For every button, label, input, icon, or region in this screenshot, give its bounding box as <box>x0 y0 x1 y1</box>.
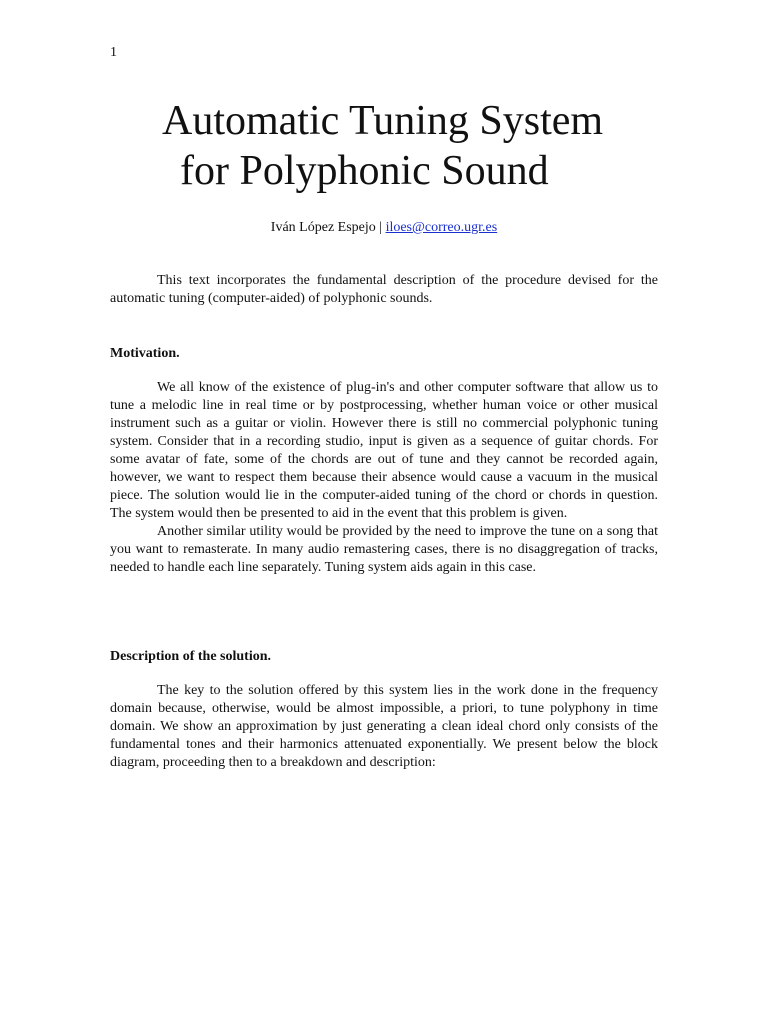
motivation-paragraph-1: We all know of the existence of plug-in's and other computer software that allow us to tune a melodic line in real time or by postprocessing, whether human voice or other musical instrument such as a guitar or violin. However there is still no commercial polyphonic tuning system. Consider that in a recording studio, input is given as a sequence of guitar chords. For some avatar of fate, some of the chords are out of tune and they cannot be recorded again, however, we want to respect them because their absence would cause a vacuum in the musical piece. The solution would lie in the computer-aided tuning of the chord or chords in question. The system would then be presented to aid in the event that this problem is given. <box>110 380 658 521</box>
author-byline <box>110 219 658 237</box>
motivation-section <box>110 379 658 577</box>
description-paragraph-1: The key to the solution offered by this system lies in the work done in the frequency domain because, otherwise, would be almost impossible, a priori, to tune polyphony in time domain. We show an approximation by just generating a clean ideal chord only consists of the fundamental tones and their harmonics attenuated exponentially. We present below the block diagram, proceeding then to a breakdown and description: <box>110 683 658 770</box>
description-section <box>110 682 658 772</box>
title-line-1: Automatic Tuning System <box>162 98 604 144</box>
section-heading-description: Description of the solution. <box>110 649 271 664</box>
title-line-2: for Polyphonic Sound <box>180 148 549 194</box>
author-email-link[interactable]: iloes@correo.ugr.es <box>385 220 498 235</box>
intro-paragraph-block <box>110 272 658 308</box>
motivation-paragraph-2: Another similar utility would be provided by the need to improve the tune on a song that you want to remasterate. In many audio remastering cases, there is no disaggregation of tracks, needed to handle each line separately. Tuning system aids again in this case. <box>110 524 658 575</box>
page-number: 1 <box>110 45 117 60</box>
section-heading-motivation: Motivation. <box>110 346 180 361</box>
document-title <box>110 96 670 196</box>
author-name: Iván López Espejo | <box>270 220 386 235</box>
intro-paragraph: This text incorporates the fundamental description of the procedure devised for the automatic tuning (computer-aided) of polyphonic sounds. <box>110 273 658 306</box>
